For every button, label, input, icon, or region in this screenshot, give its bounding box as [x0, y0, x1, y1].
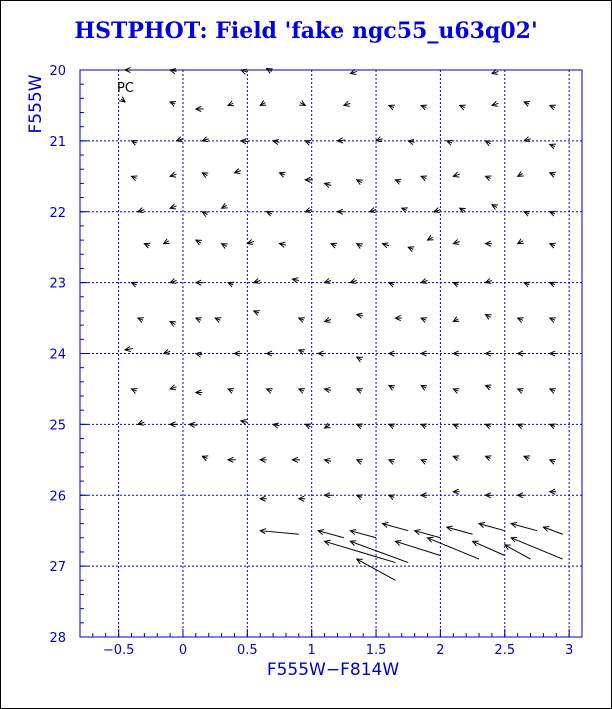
data-point-arrow	[131, 389, 137, 394]
data-point-arrow	[518, 389, 524, 394]
data-point-arrow	[241, 419, 247, 424]
data-point-arrow	[202, 456, 208, 461]
data-point-arrow	[254, 311, 260, 316]
data-point-arrow	[138, 318, 144, 323]
data-point-arrow	[350, 278, 356, 283]
x-tick-label: 0	[178, 643, 188, 658]
data-point-arrow	[357, 389, 363, 394]
data-point-arrow	[299, 101, 305, 106]
data-point-arrow	[260, 496, 266, 501]
data-point-arrow	[350, 530, 376, 538]
data-point-arrow	[505, 545, 531, 559]
data-point-arrow	[518, 171, 524, 176]
grid-lines	[80, 70, 582, 637]
data-point-arrow	[485, 315, 491, 320]
data-point-arrow	[421, 459, 427, 464]
data-point-arrow	[164, 239, 170, 244]
x-tick-label: 1	[307, 643, 316, 658]
y-tick-label: 21	[49, 134, 66, 150]
data-point-arrow	[138, 208, 144, 213]
data-point-arrow	[170, 322, 176, 327]
data-point-arrow	[434, 208, 440, 213]
data-point-arrow	[325, 317, 331, 322]
data-point-arrow	[196, 318, 202, 323]
data-point-arrow	[170, 172, 176, 177]
data-point-arrow	[305, 208, 311, 213]
data-point-arrow	[428, 537, 479, 559]
data-point-arrow	[421, 105, 427, 110]
data-point-arrow	[408, 139, 414, 144]
data-point-arrow	[485, 385, 491, 390]
data-point-arrow	[222, 244, 228, 249]
data-point-arrow	[524, 102, 530, 107]
data-point-arrow	[260, 101, 266, 106]
data-point-arrow	[518, 239, 524, 244]
data-point-arrow	[485, 176, 491, 181]
data-point-arrow	[421, 278, 427, 283]
x-tick-label: 2.5	[494, 643, 516, 658]
data-point-arrow	[370, 208, 376, 213]
data-point-arrow	[518, 493, 524, 498]
data-point-arrow	[382, 243, 388, 248]
data-point-arrow	[260, 529, 299, 535]
data-point-arrow	[299, 496, 305, 501]
arrow-shaft	[395, 541, 440, 555]
data-point-arrow	[473, 541, 505, 555]
data-point-arrow	[234, 351, 242, 356]
data-point-arrow	[395, 540, 440, 555]
data-point-arrow	[447, 526, 473, 534]
data-point-arrow	[453, 172, 459, 177]
data-point-arrow	[196, 390, 202, 395]
data-point-arrow	[550, 318, 556, 323]
data-point-arrow	[254, 278, 260, 283]
data-point-arrow	[395, 180, 401, 185]
plot-area	[80, 70, 582, 637]
data-point-arrow	[518, 318, 524, 323]
arrow-shaft	[473, 541, 505, 555]
data-point-arrow	[318, 530, 344, 538]
data-point-arrow	[267, 69, 273, 74]
data-point-arrow	[228, 101, 234, 106]
data-point-arrow	[415, 530, 441, 538]
data-point-arrow	[389, 282, 395, 287]
data-point-arrow	[125, 346, 133, 351]
data-point-arrow	[550, 144, 556, 149]
data-point-arrow	[389, 424, 395, 429]
data-point-arrow	[453, 489, 459, 494]
data-point-arrow	[267, 389, 273, 394]
data-point-arrow	[196, 240, 202, 245]
data-point-arrow	[292, 457, 300, 462]
y-tick-label: 22	[49, 205, 66, 221]
data-point-arrow	[421, 318, 427, 323]
data-point-arrow	[337, 209, 343, 214]
data-point-arrow	[511, 523, 537, 531]
arrow-shaft	[505, 545, 531, 559]
y-tick-label: 26	[49, 489, 66, 505]
data-point-arrow	[267, 351, 275, 356]
data-point-arrow	[389, 351, 395, 356]
data-point-arrow	[453, 317, 459, 322]
data-point-arrow	[421, 493, 427, 498]
x-tick-label: 1.5	[365, 643, 387, 658]
data-point-arrow	[189, 422, 197, 427]
data-point-arrow	[428, 235, 434, 240]
chart-title: HSTPHOT: Field 'fake ngc55_u63q02'	[74, 18, 538, 44]
data-point-arrow	[402, 208, 408, 213]
data-point-arrow	[138, 420, 144, 425]
y-tick-label: 20	[49, 64, 66, 79]
data-point-arrow	[234, 169, 240, 174]
data-point-arrow	[357, 313, 363, 318]
data-point-arrow	[344, 101, 350, 106]
data-point-arrow	[485, 493, 491, 498]
data-point-arrow	[485, 456, 491, 461]
data-point-arrow	[357, 244, 363, 249]
data-point-arrow	[119, 97, 125, 102]
data-point-arrow	[485, 351, 491, 356]
data-point-arrow	[292, 278, 298, 283]
data-point-arrow	[421, 351, 427, 356]
data-point-arrow	[453, 389, 459, 394]
data-point-arrow	[196, 352, 202, 357]
data-point-arrow	[492, 101, 498, 106]
data-point-arrow	[170, 278, 176, 283]
data-point-arrow	[131, 176, 137, 181]
y-tick-label: 28	[49, 631, 66, 646]
data-point-arrow	[389, 459, 395, 464]
data-point-arrow	[453, 351, 459, 356]
data-point-arrow	[170, 69, 176, 74]
data-point-arrow	[550, 351, 556, 356]
data-point-arrow	[325, 493, 333, 498]
data-point-arrow	[325, 458, 331, 463]
data-point-arrow	[421, 176, 427, 181]
data-point-arrow	[325, 183, 331, 188]
data-point-arrow	[202, 212, 208, 217]
y-tick-labels	[49, 64, 66, 646]
data-point-arrow	[550, 389, 556, 394]
data-point-arrow	[196, 280, 204, 285]
data-point-arrow	[260, 457, 266, 462]
y-tick-label: 27	[49, 560, 66, 576]
data-point-arrow	[222, 203, 228, 208]
data-point-arrow	[518, 351, 524, 356]
y-axis-title: F555W	[26, 74, 46, 134]
data-point-arrow	[395, 315, 401, 320]
data-point-arrow	[280, 172, 286, 177]
data-point-arrow	[170, 204, 176, 209]
data-point-arrow	[125, 67, 133, 72]
data-point-arrow	[228, 389, 234, 394]
data-point-arrow	[196, 106, 204, 111]
data-point-arrow	[389, 385, 395, 390]
data-point-arrow	[299, 318, 305, 323]
data-point-arrow	[325, 388, 331, 393]
data-point-arrow	[215, 318, 221, 323]
data-point-arrow	[389, 105, 395, 110]
data-point-arrow	[421, 385, 427, 390]
data-point-arrow	[247, 239, 253, 244]
data-point-arrow	[228, 457, 236, 462]
x-tick-label: 2	[436, 643, 445, 658]
data-point-arrow	[550, 243, 556, 248]
x-tick-label: 3	[564, 643, 574, 658]
data-point-arrow	[550, 105, 556, 110]
data-point-arrow	[325, 278, 331, 283]
data-point-arrow	[170, 102, 176, 107]
data-point-arrow	[280, 242, 286, 247]
y-tick-label: 24	[49, 347, 66, 363]
data-point-arrow	[453, 239, 459, 244]
y-tick-label: 25	[49, 418, 66, 434]
data-point-arrow	[543, 527, 562, 535]
data-point-arrow	[485, 241, 491, 246]
data-point-arrow	[202, 173, 208, 178]
data-point-arrow	[550, 459, 556, 464]
x-tick-label: −0.5	[102, 643, 135, 658]
data-point-arrow	[273, 139, 279, 144]
x-axis-title: F555W−F814W	[266, 660, 400, 680]
data-point-arrow	[550, 172, 556, 177]
arrow-shaft	[260, 531, 299, 535]
data-point-arrow	[492, 205, 498, 210]
data-point-arrow	[357, 357, 363, 362]
chip-label: PC	[117, 81, 134, 96]
data-point-arrow	[318, 351, 326, 356]
data-point-arrow	[299, 350, 305, 355]
x-tick-label: 0.5	[236, 643, 258, 658]
data-point-arrow	[524, 456, 530, 461]
data-point-arrow	[273, 423, 279, 428]
arrow-shaft	[511, 538, 562, 559]
data-point-arrow	[460, 208, 466, 213]
data-point-arrow	[299, 389, 305, 394]
data-point-arrow	[144, 243, 150, 248]
data-point-arrow	[357, 180, 363, 185]
data-point-arrow	[170, 385, 176, 390]
data-point-arrow	[389, 495, 395, 500]
data-point-arrow	[485, 141, 491, 146]
data-point-arrow	[479, 523, 505, 531]
data-point-arrow	[202, 137, 208, 142]
data-point-arrow	[485, 278, 491, 283]
data-point-arrow	[325, 423, 331, 428]
data-point-arrow	[408, 247, 414, 252]
data-point-arrow	[337, 138, 345, 143]
arrow-shaft	[428, 538, 479, 559]
data-point-arrow	[170, 422, 178, 427]
data-point-arrow	[357, 459, 363, 464]
data-point-arrow	[453, 456, 459, 461]
data-point-arrow	[177, 137, 183, 142]
data-marks	[119, 67, 563, 580]
data-point-arrow	[331, 243, 337, 248]
data-point-arrow	[382, 523, 408, 531]
x-tick-labels	[103, 643, 573, 658]
data-point-arrow	[511, 537, 562, 559]
y-tick-label: 23	[49, 276, 66, 292]
data-point-arrow	[550, 489, 556, 494]
data-point-arrow	[460, 105, 466, 110]
